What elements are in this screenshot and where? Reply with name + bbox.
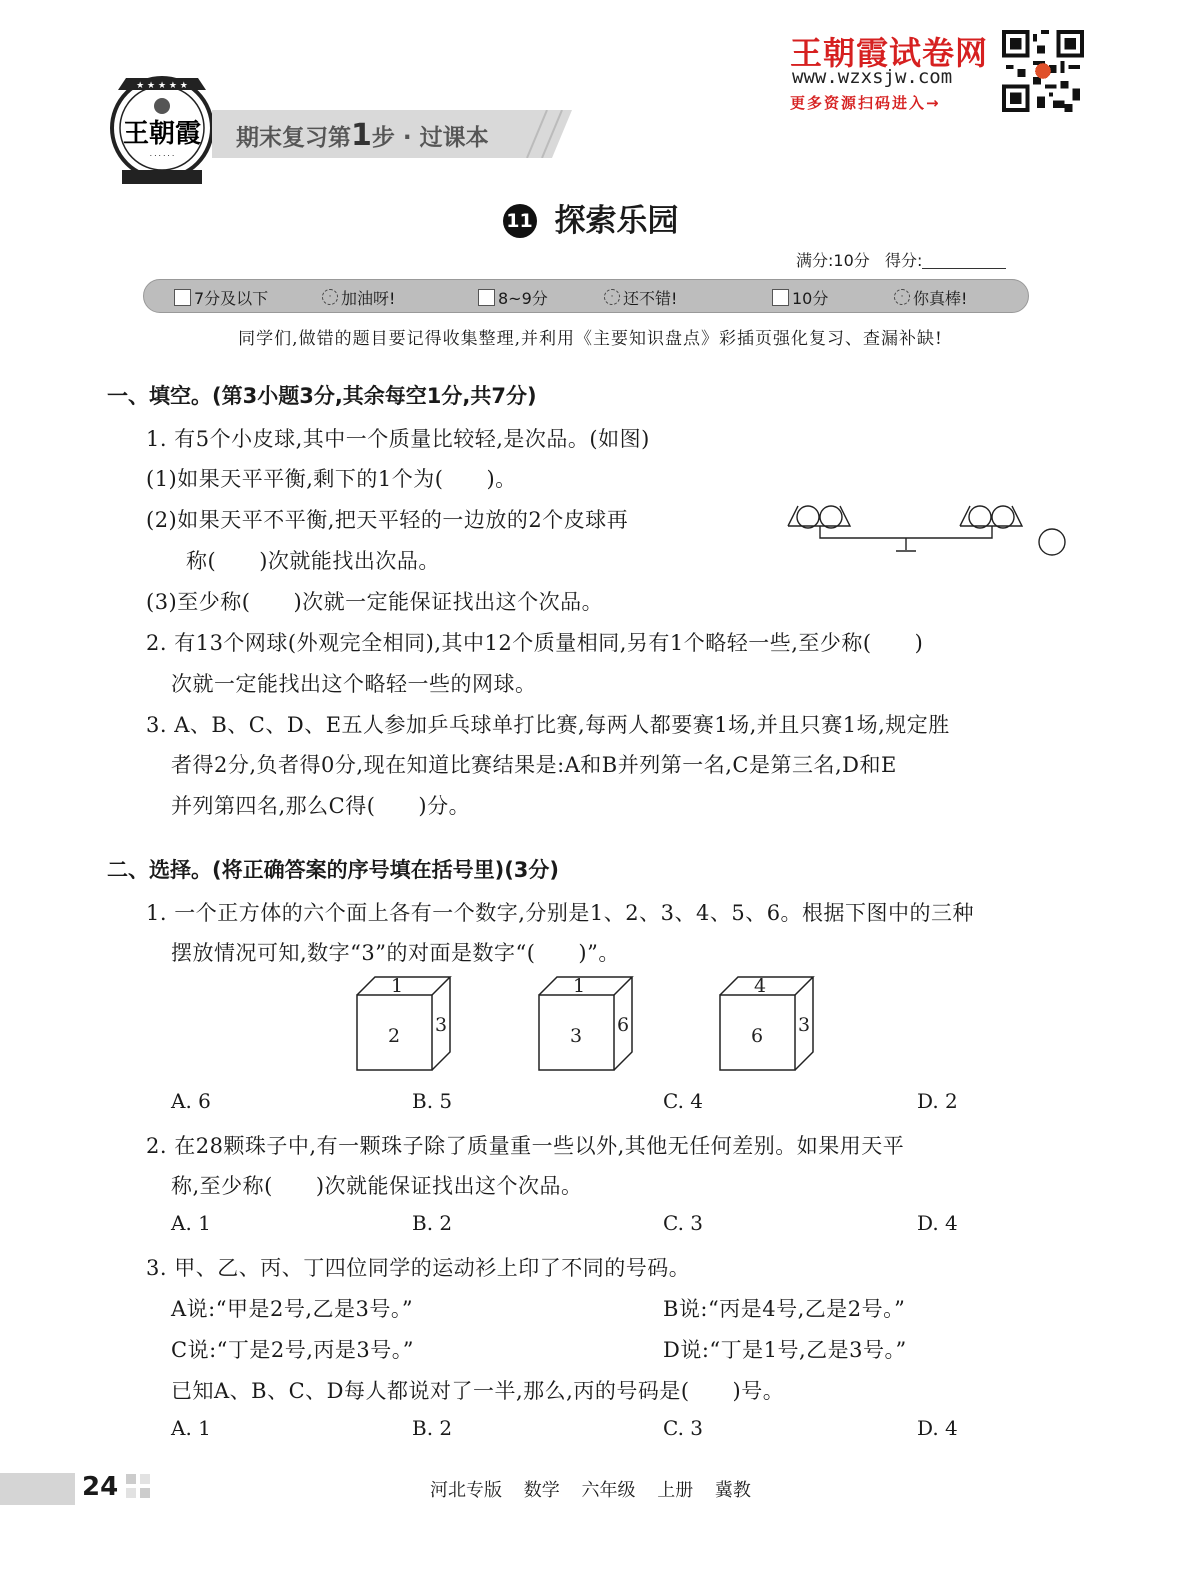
smile-icon: · bbox=[322, 289, 338, 305]
option-d[interactable]: D. 4 bbox=[917, 1211, 958, 1235]
question-line: (3)至少称( )次就一定能保证找出这个次品。 bbox=[146, 590, 604, 614]
rating-comment-1: · 加油呀! bbox=[322, 285, 395, 309]
section-1-title: 一、填空。(第3小题3分,其余每空1分,共7分) bbox=[107, 384, 537, 408]
page-number: 24 bbox=[82, 1472, 119, 1502]
rating-option-2[interactable]: 8~9分 bbox=[478, 285, 548, 309]
cube-2-top: 1 bbox=[572, 975, 586, 997]
cube-1-front: 2 bbox=[387, 1025, 401, 1047]
cube-3-top: 4 bbox=[753, 975, 767, 997]
question-line: 并列第四名,那么C得( )分。 bbox=[171, 794, 471, 818]
question-line: 已知A、B、C、D每人都说对了一半,那么,丙的号码是( )号。 bbox=[171, 1379, 785, 1403]
option-a[interactable]: A. 1 bbox=[171, 1211, 211, 1235]
rating-comment-3: · 你真棒! bbox=[894, 285, 967, 309]
option-a[interactable]: A. 1 bbox=[171, 1416, 211, 1440]
brand-url[interactable]: www.wzxsjw.com bbox=[792, 66, 953, 88]
rating-option-3[interactable]: 10分 bbox=[772, 285, 828, 309]
cube-3-front: 6 bbox=[750, 1025, 764, 1047]
student-notice: 同学们,做错的题目要记得收集整理,并利用《主要知识盘点》彩插页强化复习、查漏补缺! bbox=[238, 329, 943, 349]
question-line: 者得2分,负者得0分,现在知道比赛结果是:A和B并列第一名,C是第三名,D和E bbox=[171, 753, 897, 777]
statement-c: C说:“丁是2号,丙是3号。” bbox=[171, 1338, 415, 1362]
option-c[interactable]: C. 3 bbox=[663, 1211, 704, 1235]
rating-comment-2: · 还不错! bbox=[604, 285, 677, 309]
score-line: 满分:10分 得分: bbox=[796, 248, 1006, 271]
cube-1-top: 1 bbox=[390, 975, 404, 997]
brand-more-link[interactable]: 更多资源扫码进入→ bbox=[790, 94, 941, 112]
option-b[interactable]: B. 2 bbox=[412, 1211, 453, 1235]
question-line: 2. 有13个网球(外观完全相同),其中12个质量相同,另有1个略轻一些,至少称( ) bbox=[146, 631, 924, 655]
brand-seal-logo bbox=[108, 70, 216, 190]
question-line: 1. 有5个小皮球,其中一个质量比较轻,是次品。(如图) bbox=[146, 427, 650, 451]
question-line: 称( )次就能找出次品。 bbox=[186, 549, 440, 573]
statement-a: A说:“甲是2号,乙是3号。” bbox=[171, 1297, 414, 1321]
question-line: 称,至少称( )次就能保证找出这个次品。 bbox=[171, 1174, 583, 1198]
footer-book-info: 河北专版 数学 六年级 上册 冀教 bbox=[430, 1480, 751, 1501]
question-line: 2. 在28颗珠子中,有一颗珠子除了质量重一些以外,其他无任何差别。如果用天平 bbox=[146, 1134, 905, 1158]
question-line: (1)如果天平平衡,剩下的1个为( )。 bbox=[146, 467, 517, 491]
smile-icon: · bbox=[894, 289, 910, 305]
question-line: 摆放情况可知,数字“3”的对面是数字“( )”。 bbox=[171, 941, 620, 965]
section-2-title: 二、选择。(将正确答案的序号填在括号里)(3分) bbox=[107, 858, 560, 882]
statement-b: B说:“丙是4号,乙是2号。” bbox=[663, 1297, 906, 1321]
smile-icon: · bbox=[604, 289, 620, 305]
option-d[interactable]: D. 2 bbox=[917, 1089, 958, 1113]
cube-3-side: 3 bbox=[797, 1014, 811, 1036]
statement-d: D说:“丁是1号,乙是3号。” bbox=[663, 1338, 907, 1362]
rating-option-1[interactable]: 7分及以下 bbox=[174, 285, 268, 309]
checkbox[interactable] bbox=[174, 289, 191, 306]
cube-2-front: 3 bbox=[569, 1025, 583, 1047]
self-rating-bar bbox=[143, 279, 1029, 313]
svg-text:· · · · · ·: · · · · · · bbox=[149, 152, 175, 160]
cube-2-side: 6 bbox=[616, 1014, 630, 1036]
svg-text:★ ★ ★ ★ ★: ★ ★ ★ ★ ★ bbox=[136, 81, 188, 91]
question-line: 1. 一个正方体的六个面上各有一个数字,分别是1、2、3、4、5、6。根据下图中的三种 bbox=[146, 901, 975, 925]
option-c[interactable]: C. 4 bbox=[663, 1089, 704, 1113]
option-d[interactable]: D. 4 bbox=[917, 1416, 958, 1440]
question-line: 3. 甲、乙、丙、丁四位同学的运动衫上印了不同的号码。 bbox=[146, 1256, 691, 1280]
brand-name: 王朝霞试卷网 bbox=[790, 34, 989, 72]
svg-text:王朝霞: 王朝霞 bbox=[122, 119, 202, 149]
option-a[interactable]: A. 6 bbox=[171, 1089, 211, 1113]
header-step-title: 期末复习第1步 · 过课本 bbox=[236, 118, 489, 153]
question-line: 次就一定能找出这个略轻一些的网球。 bbox=[171, 672, 537, 696]
option-b[interactable]: B. 2 bbox=[412, 1416, 453, 1440]
chapter-number: 11 bbox=[503, 204, 537, 238]
option-c[interactable]: C. 3 bbox=[663, 1416, 704, 1440]
chapter-title: 11 探索乐园 bbox=[0, 195, 1181, 240]
qr-code-icon[interactable] bbox=[1002, 30, 1084, 112]
score-blank[interactable] bbox=[922, 254, 1006, 269]
cube-figures bbox=[340, 975, 840, 1085]
option-b[interactable]: B. 5 bbox=[412, 1089, 453, 1113]
checkbox[interactable] bbox=[478, 289, 495, 306]
balance-scale-figure bbox=[784, 498, 1070, 564]
cube-1-side: 3 bbox=[434, 1014, 448, 1036]
question-line: (2)如果天平不平衡,把天平轻的一边放的2个皮球再 bbox=[146, 508, 629, 532]
question-line: 3. A、B、C、D、E五人参加乒乓球单打比赛,每两人都要赛1场,并且只赛1场,规定胜 bbox=[146, 713, 950, 737]
checkbox[interactable] bbox=[772, 289, 789, 306]
